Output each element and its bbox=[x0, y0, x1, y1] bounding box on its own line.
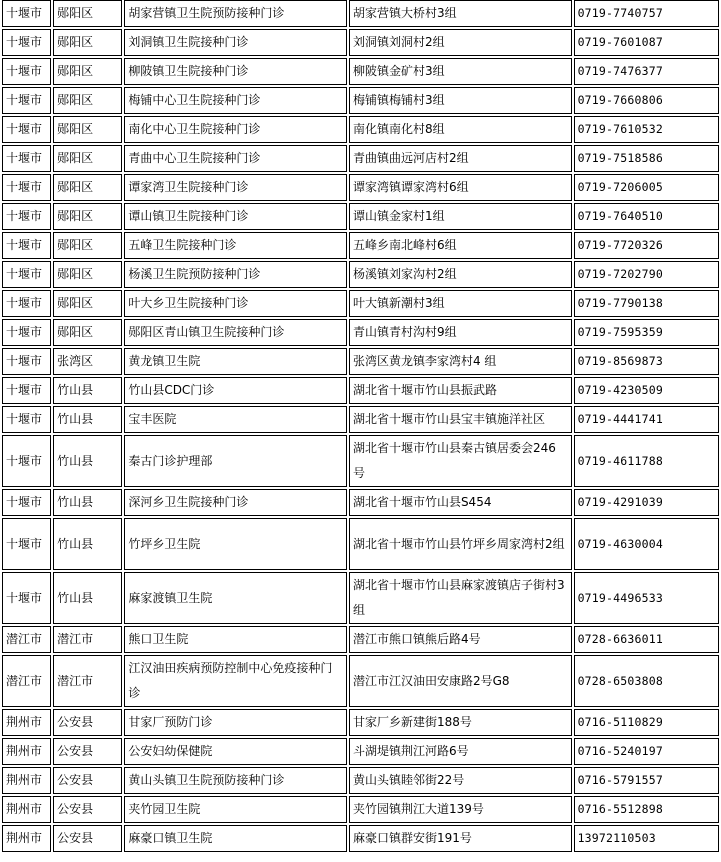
clinic-name-cell: 谭山镇卫生院接种门诊 bbox=[124, 203, 347, 230]
district-cell: 郧阳区 bbox=[53, 29, 122, 56]
table-row bbox=[2, 655, 719, 707]
clinic-name-cell: 青曲中心卫生院接种门诊 bbox=[124, 145, 347, 172]
clinic-name-cell: 宝丰医院 bbox=[124, 406, 347, 433]
phone-cell: 0716-5240197 bbox=[574, 738, 719, 765]
district-cell: 郧阳区 bbox=[53, 290, 122, 317]
address-cell: 湖北省十堰市竹山县竹坪乡周家湾村2组 bbox=[349, 518, 572, 570]
table-body bbox=[2, 0, 719, 852]
city-cell: 十堰市 bbox=[2, 348, 51, 375]
phone-cell: 0719-7610532 bbox=[574, 116, 719, 143]
address-cell: 胡家营镇大桥村3组 bbox=[349, 0, 572, 27]
city-cell: 十堰市 bbox=[2, 406, 51, 433]
city-cell: 十堰市 bbox=[2, 290, 51, 317]
district-cell: 竹山县 bbox=[53, 377, 122, 404]
address-cell: 麻豪口镇群安街191号 bbox=[349, 825, 572, 852]
phone-cell: 0719-4496533 bbox=[574, 572, 719, 624]
city-cell: 十堰市 bbox=[2, 261, 51, 288]
address-cell: 夹竹园镇荆江大道139号 bbox=[349, 796, 572, 823]
district-cell: 公安县 bbox=[53, 796, 122, 823]
clinic-name-cell: 江汉油田疾病预防控制中心免疫接种门诊 bbox=[124, 655, 347, 707]
city-cell: 十堰市 bbox=[2, 232, 51, 259]
phone-cell: 0719-7740757 bbox=[574, 0, 719, 27]
district-cell: 张湾区 bbox=[53, 348, 122, 375]
table-row bbox=[2, 145, 719, 172]
city-cell: 潜江市 bbox=[2, 626, 51, 653]
phone-cell: 0719-4630004 bbox=[574, 518, 719, 570]
district-cell: 公安县 bbox=[53, 767, 122, 794]
table-row bbox=[2, 406, 719, 433]
table-row bbox=[2, 626, 719, 653]
district-cell: 郧阳区 bbox=[53, 232, 122, 259]
clinic-name-cell: 叶大乡卫生院接种门诊 bbox=[124, 290, 347, 317]
address-cell: 湖北省十堰市竹山县振武路 bbox=[349, 377, 572, 404]
city-cell: 荆州市 bbox=[2, 738, 51, 765]
city-cell: 十堰市 bbox=[2, 0, 51, 27]
phone-cell: 0719-7595359 bbox=[574, 319, 719, 346]
clinic-name-cell: 夹竹园卫生院 bbox=[124, 796, 347, 823]
city-cell: 十堰市 bbox=[2, 203, 51, 230]
address-cell: 柳陂镇金矿村3组 bbox=[349, 58, 572, 85]
table-row bbox=[2, 518, 719, 570]
district-cell: 潜江市 bbox=[53, 655, 122, 707]
address-cell: 青曲镇曲远河店村2组 bbox=[349, 145, 572, 172]
clinic-name-cell: 秦古门诊护理部 bbox=[124, 435, 347, 487]
address-cell: 青山镇青村沟村9组 bbox=[349, 319, 572, 346]
phone-cell: 0719-8569873 bbox=[574, 348, 719, 375]
phone-cell: 0719-4230509 bbox=[574, 377, 719, 404]
address-cell: 湖北省十堰市竹山县麻家渡镇店子街村3组 bbox=[349, 572, 572, 624]
clinic-name-cell: 杨溪卫生院预防接种门诊 bbox=[124, 261, 347, 288]
table-row bbox=[2, 232, 719, 259]
city-cell: 荆州市 bbox=[2, 709, 51, 736]
table-row bbox=[2, 738, 719, 765]
city-cell: 潜江市 bbox=[2, 655, 51, 707]
city-cell: 十堰市 bbox=[2, 174, 51, 201]
district-cell: 潜江市 bbox=[53, 626, 122, 653]
table-row bbox=[2, 203, 719, 230]
city-cell: 荆州市 bbox=[2, 796, 51, 823]
district-cell: 郧阳区 bbox=[53, 87, 122, 114]
table-row bbox=[2, 58, 719, 85]
clinic-name-cell: 黄山头镇卫生院预防接种门诊 bbox=[124, 767, 347, 794]
district-cell: 竹山县 bbox=[53, 489, 122, 516]
phone-cell: 0719-7518586 bbox=[574, 145, 719, 172]
phone-cell: 0719-4291039 bbox=[574, 489, 719, 516]
district-cell: 郧阳区 bbox=[53, 203, 122, 230]
district-cell: 公安县 bbox=[53, 825, 122, 852]
table-row bbox=[2, 767, 719, 794]
address-cell: 潜江市江汉油田安康路2号G8 bbox=[349, 655, 572, 707]
table-row bbox=[2, 435, 719, 487]
city-cell: 十堰市 bbox=[2, 87, 51, 114]
table-row bbox=[2, 572, 719, 624]
table-row bbox=[2, 319, 719, 346]
address-cell: 叶大镇新潮村3组 bbox=[349, 290, 572, 317]
address-cell: 谭山镇金家村1组 bbox=[349, 203, 572, 230]
phone-cell: 0716-5110829 bbox=[574, 709, 719, 736]
city-cell: 荆州市 bbox=[2, 825, 51, 852]
district-cell: 公安县 bbox=[53, 738, 122, 765]
city-cell: 十堰市 bbox=[2, 116, 51, 143]
district-cell: 郧阳区 bbox=[53, 0, 122, 27]
district-cell: 竹山县 bbox=[53, 518, 122, 570]
table-row bbox=[2, 29, 719, 56]
table-row bbox=[2, 796, 719, 823]
phone-cell: 0719-7601087 bbox=[574, 29, 719, 56]
address-cell: 南化镇南化村8组 bbox=[349, 116, 572, 143]
clinic-name-cell: 竹坪乡卫生院 bbox=[124, 518, 347, 570]
address-cell: 梅铺镇梅铺村3组 bbox=[349, 87, 572, 114]
table-row bbox=[2, 174, 719, 201]
address-cell: 谭家湾镇谭家湾村6组 bbox=[349, 174, 572, 201]
table-row bbox=[2, 348, 719, 375]
city-cell: 十堰市 bbox=[2, 58, 51, 85]
city-cell: 十堰市 bbox=[2, 572, 51, 624]
phone-cell: 0719-4611788 bbox=[574, 435, 719, 487]
table-row bbox=[2, 87, 719, 114]
clinic-name-cell: 梅铺中心卫生院接种门诊 bbox=[124, 87, 347, 114]
address-cell: 甘家厂乡新建街188号 bbox=[349, 709, 572, 736]
address-cell: 斗湖堤镇荆江河路6号 bbox=[349, 738, 572, 765]
table-row bbox=[2, 709, 719, 736]
city-cell: 十堰市 bbox=[2, 145, 51, 172]
city-cell: 十堰市 bbox=[2, 319, 51, 346]
clinic-name-cell: 刘洞镇卫生院接种门诊 bbox=[124, 29, 347, 56]
city-cell: 荆州市 bbox=[2, 767, 51, 794]
phone-cell: 0719-7476377 bbox=[574, 58, 719, 85]
phone-cell: 0728-6503808 bbox=[574, 655, 719, 707]
address-cell: 湖北省十堰市竹山县宝丰镇施洋社区 bbox=[349, 406, 572, 433]
city-cell: 十堰市 bbox=[2, 29, 51, 56]
address-cell: 黄山头镇睦邻街22号 bbox=[349, 767, 572, 794]
address-cell: 潜江市熊口镇熊后路4号 bbox=[349, 626, 572, 653]
clinic-name-cell: 甘家厂预防门诊 bbox=[124, 709, 347, 736]
district-cell: 郧阳区 bbox=[53, 116, 122, 143]
phone-cell: 0716-5512898 bbox=[574, 796, 719, 823]
clinic-name-cell: 麻家渡镇卫生院 bbox=[124, 572, 347, 624]
table-row bbox=[2, 261, 719, 288]
table-row bbox=[2, 825, 719, 852]
address-cell: 湖北省十堰市竹山县S454 bbox=[349, 489, 572, 516]
address-cell: 刘洞镇刘洞村2组 bbox=[349, 29, 572, 56]
phone-cell: 0719-7640510 bbox=[574, 203, 719, 230]
phone-cell: 0719-7660806 bbox=[574, 87, 719, 114]
district-cell: 竹山县 bbox=[53, 572, 122, 624]
address-cell: 杨溪镇刘家沟村2组 bbox=[349, 261, 572, 288]
phone-cell: 0719-7720326 bbox=[574, 232, 719, 259]
phone-cell: 0719-7790138 bbox=[574, 290, 719, 317]
clinic-name-cell: 南化中心卫生院接种门诊 bbox=[124, 116, 347, 143]
phone-cell: 0719-7206005 bbox=[574, 174, 719, 201]
clinic-name-cell: 五峰卫生院接种门诊 bbox=[124, 232, 347, 259]
table-row bbox=[2, 489, 719, 516]
clinic-name-cell: 郧阳区青山镇卫生院接种门诊 bbox=[124, 319, 347, 346]
phone-cell: 0719-4441741 bbox=[574, 406, 719, 433]
district-cell: 竹山县 bbox=[53, 435, 122, 487]
city-cell: 十堰市 bbox=[2, 489, 51, 516]
district-cell: 郧阳区 bbox=[53, 58, 122, 85]
table-row bbox=[2, 290, 719, 317]
district-cell: 郧阳区 bbox=[53, 145, 122, 172]
clinic-name-cell: 深河乡卫生院接种门诊 bbox=[124, 489, 347, 516]
city-cell: 十堰市 bbox=[2, 377, 51, 404]
phone-cell: 0716-5791557 bbox=[574, 767, 719, 794]
district-cell: 竹山县 bbox=[53, 406, 122, 433]
table-row bbox=[2, 0, 719, 27]
clinic-name-cell: 公安妇幼保健院 bbox=[124, 738, 347, 765]
district-cell: 公安县 bbox=[53, 709, 122, 736]
clinic-name-cell: 柳陂镇卫生院接种门诊 bbox=[124, 58, 347, 85]
phone-cell: 0728-6636011 bbox=[574, 626, 719, 653]
city-cell: 十堰市 bbox=[2, 518, 51, 570]
address-cell: 湖北省十堰市竹山县秦古镇居委会246号 bbox=[349, 435, 572, 487]
phone-cell: 13972110503 bbox=[574, 825, 719, 852]
clinic-name-cell: 熊口卫生院 bbox=[124, 626, 347, 653]
clinic-name-cell: 竹山县CDC门诊 bbox=[124, 377, 347, 404]
table-row bbox=[2, 377, 719, 404]
city-cell: 十堰市 bbox=[2, 435, 51, 487]
district-cell: 郧阳区 bbox=[53, 319, 122, 346]
address-cell: 五峰乡南北峰村6组 bbox=[349, 232, 572, 259]
district-cell: 郧阳区 bbox=[53, 174, 122, 201]
clinic-name-cell: 胡家营镇卫生院预防接种门诊 bbox=[124, 0, 347, 27]
district-cell: 郧阳区 bbox=[53, 261, 122, 288]
address-cell: 张湾区黄龙镇李家湾村4 组 bbox=[349, 348, 572, 375]
clinic-name-cell: 黄龙镇卫生院 bbox=[124, 348, 347, 375]
clinic-name-cell: 麻豪口镇卫生院 bbox=[124, 825, 347, 852]
phone-cell: 0719-7202790 bbox=[574, 261, 719, 288]
table-row bbox=[2, 116, 719, 143]
clinic-name-cell: 谭家湾卫生院接种门诊 bbox=[124, 174, 347, 201]
